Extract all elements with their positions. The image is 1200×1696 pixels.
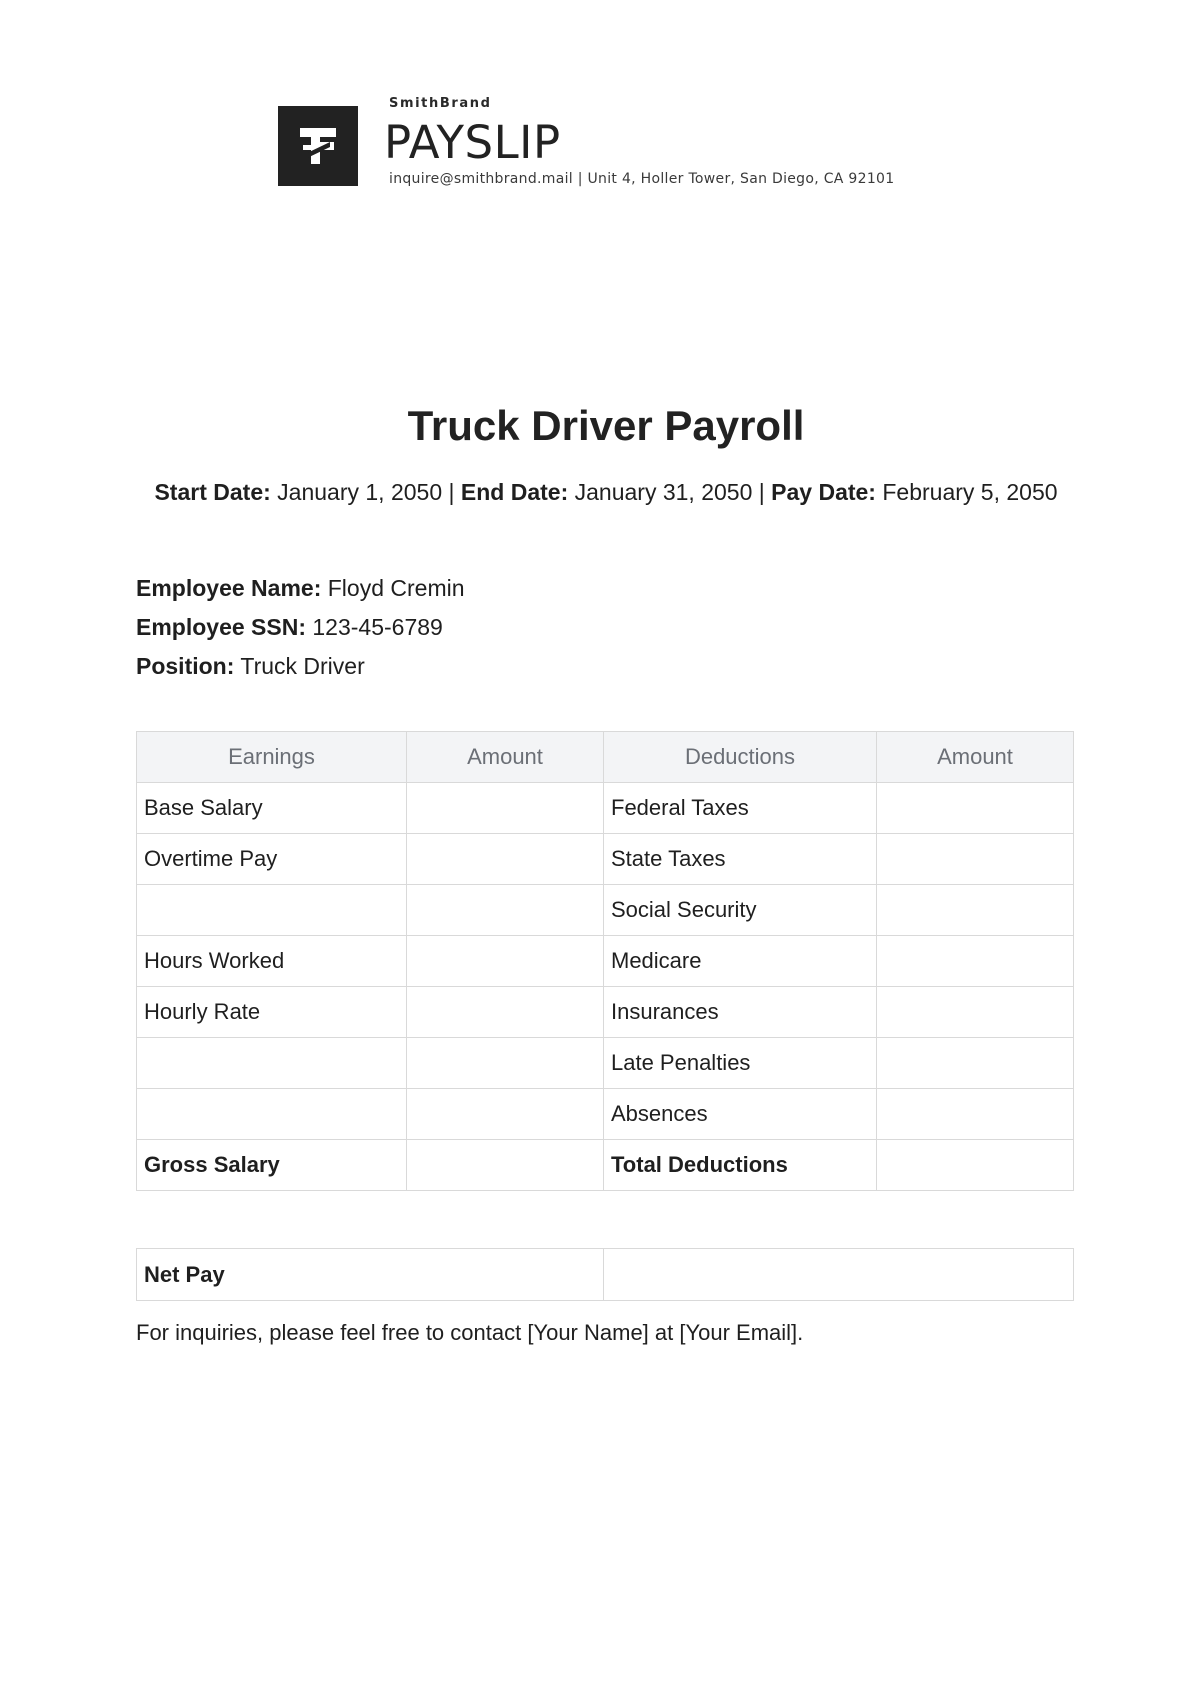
earnings-amount-header: Amount bbox=[407, 732, 604, 783]
brand-header bbox=[278, 96, 938, 196]
employee-name-row bbox=[136, 569, 465, 608]
employee-position-row bbox=[136, 647, 465, 686]
deductions-cell: State Taxes bbox=[604, 834, 877, 885]
earnings-amount-cell[interactable] bbox=[407, 1089, 604, 1140]
table-row bbox=[137, 936, 1074, 987]
table-row bbox=[137, 834, 1074, 885]
net-pay-amount-cell[interactable] bbox=[604, 1249, 1074, 1301]
deductions-cell: Late Penalties bbox=[604, 1038, 877, 1089]
end-date-label: End Date: bbox=[460, 479, 569, 505]
deductions-amount-cell[interactable] bbox=[877, 1038, 1074, 1089]
earnings-amount-cell[interactable] bbox=[407, 1038, 604, 1089]
deductions-header: Deductions bbox=[604, 732, 877, 783]
deductions-amount-cell[interactable] bbox=[877, 1089, 1074, 1140]
table-row bbox=[137, 1089, 1074, 1140]
deductions-cell: Federal Taxes bbox=[604, 783, 877, 834]
gross-salary-amount-cell[interactable] bbox=[407, 1140, 604, 1191]
payslip-title: PAYSLIP bbox=[384, 116, 561, 169]
earnings-cell bbox=[137, 885, 407, 936]
net-pay-row bbox=[137, 1249, 1074, 1301]
deductions-amount-cell[interactable] bbox=[877, 936, 1074, 987]
table-header-row bbox=[137, 732, 1074, 783]
employee-position-label: Position: bbox=[136, 653, 235, 679]
start-date-label: Start Date: bbox=[154, 479, 271, 505]
deductions-amount-cell[interactable] bbox=[877, 987, 1074, 1038]
employee-ssn-label: Employee SSN: bbox=[136, 614, 306, 640]
net-pay-table bbox=[136, 1248, 1074, 1301]
date-separator: | bbox=[758, 479, 765, 505]
earnings-cell: Hourly Rate bbox=[137, 987, 407, 1038]
inquiry-note: For inquiries, please feel free to contact [Your Name] at [Your Email]. bbox=[136, 1320, 804, 1345]
payroll-table bbox=[136, 731, 1074, 1191]
earnings-cell: Overtime Pay bbox=[137, 834, 407, 885]
earnings-amount-cell[interactable] bbox=[407, 987, 604, 1038]
employee-name-value: Floyd Cremin bbox=[327, 575, 465, 601]
deductions-amount-cell[interactable] bbox=[877, 783, 1074, 834]
end-date-value: January 31, 2050 bbox=[574, 479, 753, 505]
employee-name-label: Employee Name: bbox=[136, 575, 322, 601]
deductions-amount-cell[interactable] bbox=[877, 834, 1074, 885]
brand-contact: inquire@smithbrand.mail | Unit 4, Holler Tower, San Diego, CA 92101 bbox=[389, 171, 895, 187]
page-title: Truck Driver Payroll bbox=[407, 402, 805, 449]
table-row bbox=[137, 885, 1074, 936]
earnings-cell bbox=[137, 1089, 407, 1140]
smithbrand-logo-icon bbox=[278, 106, 358, 186]
table-row bbox=[137, 783, 1074, 834]
total-deductions-label: Total Deductions bbox=[604, 1140, 877, 1191]
employee-ssn-row bbox=[136, 608, 465, 647]
net-pay-label: Net Pay bbox=[137, 1249, 604, 1301]
employee-ssn-value: 123-45-6789 bbox=[312, 614, 443, 640]
brand-name: SmithBrand bbox=[389, 96, 492, 111]
start-date-value: January 1, 2050 bbox=[277, 479, 443, 505]
deductions-amount-cell[interactable] bbox=[877, 885, 1074, 936]
pay-period-dates bbox=[0, 479, 1200, 506]
total-deductions-amount-cell[interactable] bbox=[877, 1140, 1074, 1191]
earnings-amount-cell[interactable] bbox=[407, 834, 604, 885]
earnings-header: Earnings bbox=[137, 732, 407, 783]
deductions-cell: Social Security bbox=[604, 885, 877, 936]
earnings-cell: Base Salary bbox=[137, 783, 407, 834]
employee-info bbox=[136, 569, 465, 686]
earnings-cell bbox=[137, 1038, 407, 1089]
gross-salary-label: Gross Salary bbox=[137, 1140, 407, 1191]
date-separator: | bbox=[448, 479, 455, 505]
table-total-row bbox=[137, 1140, 1074, 1191]
pay-date-value: February 5, 2050 bbox=[882, 479, 1058, 505]
earnings-amount-cell[interactable] bbox=[407, 885, 604, 936]
earnings-cell: Hours Worked bbox=[137, 936, 407, 987]
deductions-cell: Medicare bbox=[604, 936, 877, 987]
table-row bbox=[137, 1038, 1074, 1089]
deductions-amount-header: Amount bbox=[877, 732, 1074, 783]
earnings-amount-cell[interactable] bbox=[407, 936, 604, 987]
table-row bbox=[137, 987, 1074, 1038]
earnings-amount-cell[interactable] bbox=[407, 783, 604, 834]
employee-position-value: Truck Driver bbox=[240, 653, 365, 679]
deductions-cell: Insurances bbox=[604, 987, 877, 1038]
deductions-cell: Absences bbox=[604, 1089, 877, 1140]
pay-date-label: Pay Date: bbox=[771, 479, 876, 505]
